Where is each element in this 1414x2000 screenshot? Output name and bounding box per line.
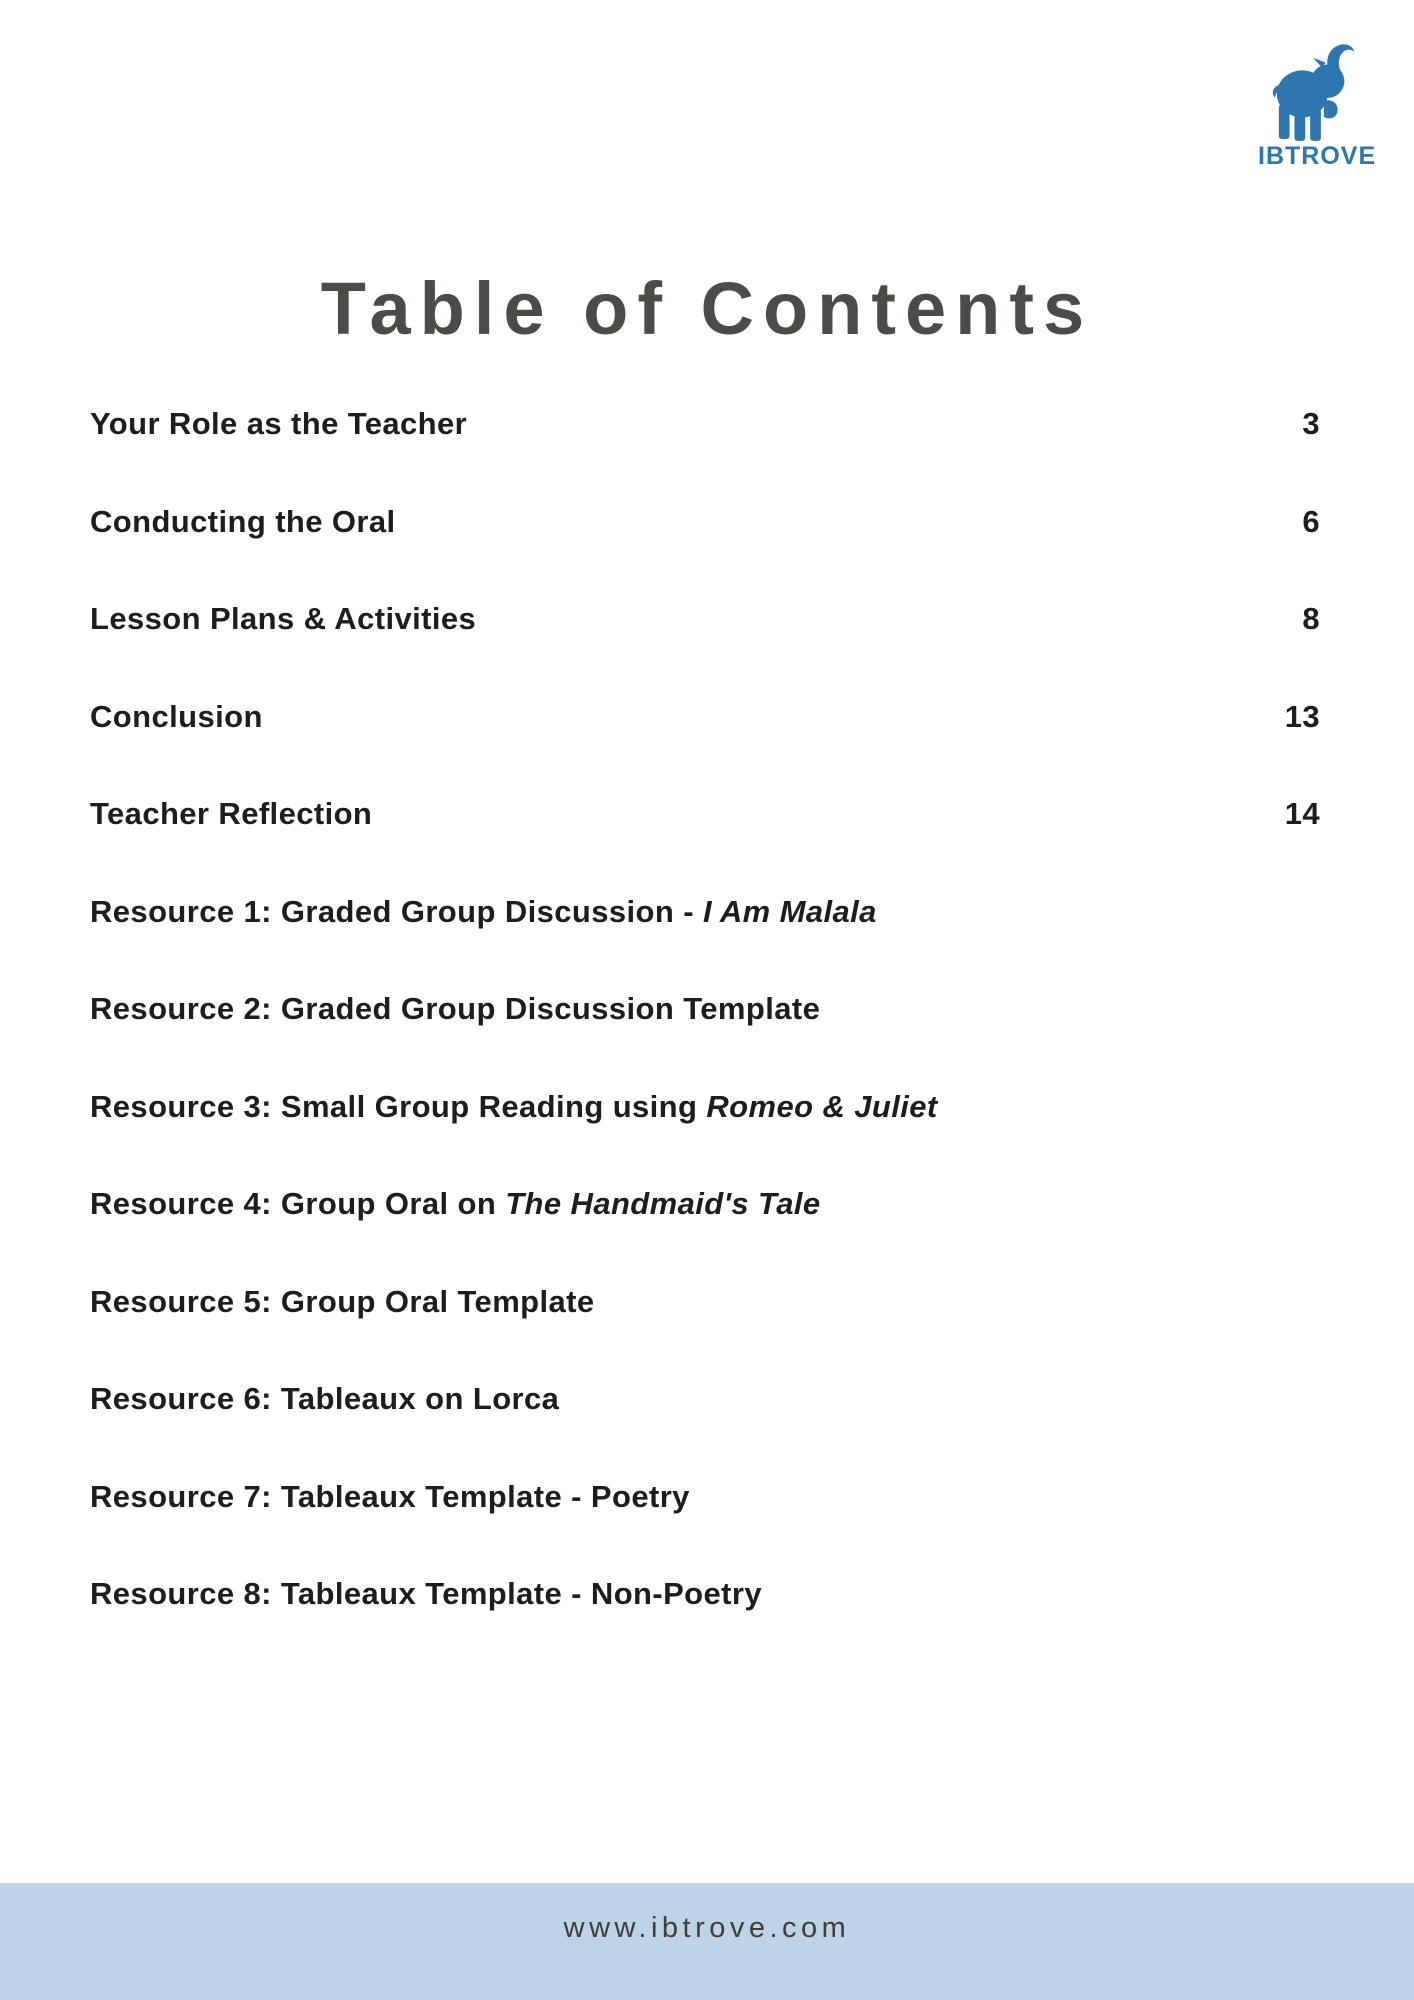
- toc-entry: [90, 1186, 1320, 1284]
- toc-entry-text: Resource 5: Group Oral Template: [90, 1283, 595, 1319]
- toc-entry-label: [90, 991, 820, 1027]
- toc-entry: [90, 504, 1320, 602]
- toc-entry: [90, 1479, 1320, 1577]
- footer-website-link[interactable]: www.ibtrove.com: [563, 1912, 851, 1944]
- toc-entry-label: [90, 504, 396, 540]
- toc-entry-page-number: 13: [1284, 698, 1320, 734]
- toc-entry: [90, 991, 1320, 1089]
- toc-entry-label: [90, 1576, 762, 1612]
- toc-entry-italic-title: Romeo & Juliet: [706, 1088, 938, 1124]
- toc-entry-italic-title: The Handmaid's Tale: [505, 1186, 821, 1221]
- toc-entry-page-number: 8: [1302, 601, 1320, 636]
- table-of-contents: [90, 406, 1320, 1674]
- toc-entry-italic-title: I Am Malala: [702, 893, 877, 929]
- logo-brand-text: IBTROVE: [1258, 142, 1377, 170]
- toc-entry: [90, 796, 1320, 894]
- toc-entry: [90, 1089, 1320, 1187]
- toc-entry: [90, 601, 1320, 699]
- footer-band: [0, 1883, 1414, 2000]
- toc-entry-text: Resource 7: Tableaux Template - Poetry: [90, 1478, 690, 1514]
- toc-entry-page-number: 6: [1302, 503, 1320, 539]
- toc-entry-page-number: 14: [1284, 796, 1320, 831]
- toc-entry-text: Conducting the Oral: [90, 503, 396, 539]
- toc-entry: [90, 699, 1320, 797]
- toc-entry-label: [90, 796, 372, 832]
- toc-entry-label: [90, 601, 476, 637]
- toc-entry-label: [90, 1381, 559, 1417]
- toc-entry: [90, 406, 1320, 504]
- ibtrove-logo: [1258, 36, 1377, 170]
- toc-entry-text: Your Role as the Teacher: [90, 406, 468, 441]
- toc-entry-label: [90, 894, 877, 930]
- toc-entry-text: Resource 6: Tableaux on Lorca: [90, 1381, 560, 1416]
- toc-entry-text: Lesson Plans & Activities: [90, 601, 477, 636]
- toc-entry-text: Resource 3: Small Group Reading using: [90, 1088, 707, 1124]
- toc-entry-label: [90, 1479, 690, 1515]
- toc-entry-page-number: 3: [1302, 406, 1320, 441]
- toc-entry-text: Resource 2: Graded Group Discussion Template: [90, 991, 821, 1026]
- toc-entry-label: [90, 699, 263, 735]
- toc-entry: [90, 1576, 1320, 1674]
- toc-entry-text: Resource 8: Tableaux Template - Non-Poetry: [90, 1576, 762, 1611]
- toc-entry-text: Teacher Reflection: [90, 796, 373, 831]
- toc-entry-text: Resource 1: Graded Group Discussion -: [90, 893, 703, 929]
- toc-entry: [90, 1284, 1320, 1382]
- toc-entry-label: [90, 1089, 938, 1125]
- toc-entry-text: Resource 4: Group Oral on: [90, 1186, 506, 1221]
- toc-entry-text: Conclusion: [90, 698, 263, 734]
- toc-entry-label: [90, 1284, 595, 1320]
- toc-entry-label: [90, 406, 467, 442]
- toc-entry: [90, 1381, 1320, 1479]
- toc-entry-label: [90, 1186, 821, 1222]
- page-title: Table of Contents: [320, 266, 1094, 350]
- elephant-logo-icon: [1269, 36, 1363, 144]
- toc-entry: [90, 894, 1320, 992]
